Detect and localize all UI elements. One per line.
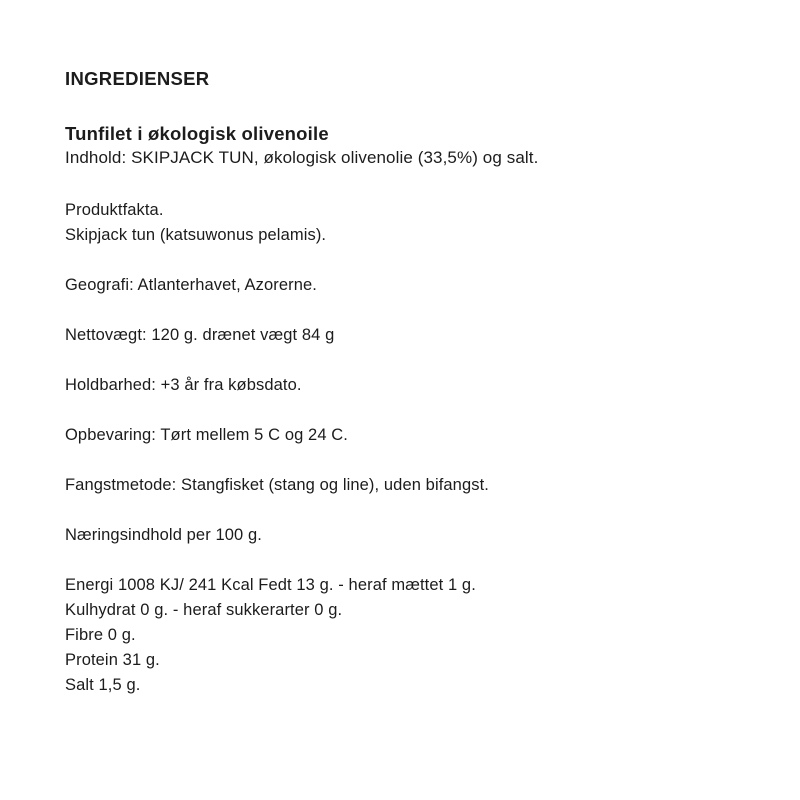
page-title: INGREDIENSER	[65, 68, 210, 89]
text-line: Nettovægt: 120 g. drænet vægt 84 g	[65, 326, 335, 344]
text-line: Fangstmetode: Stangfisket (stang og line), uden bifangst.	[65, 476, 489, 494]
section-naeringsindhold-vaerdier	[65, 573, 760, 698]
product-header	[65, 124, 760, 170]
text-line: Opbevaring: Tørt mellem 5 C og 24 C.	[65, 426, 348, 444]
page-content	[65, 0, 760, 698]
text-line: Energi 1008 KJ/ 241 Kcal Fedt 13 g. - heraf mættet 1 g.	[65, 576, 476, 594]
text-line: Protein 31 g.	[65, 651, 160, 669]
section-fangstmetode	[65, 473, 760, 498]
section-nettovaegt	[65, 323, 760, 348]
section-produktfakta	[65, 198, 760, 248]
product-name: Tunfilet i økologisk olivenoile	[65, 123, 329, 144]
text-line: Produktfakta.	[65, 201, 164, 219]
section-naeringsindhold-header	[65, 523, 760, 548]
text-line: Salt 1,5 g.	[65, 676, 141, 694]
product-contents: Indhold: SKIPJACK TUN, økologisk olivenolie (33,5%) og salt.	[65, 148, 539, 167]
product-details	[65, 198, 760, 698]
text-line: Holdbarhed: +3 år fra købsdato.	[65, 376, 302, 394]
section-opbevaring	[65, 423, 760, 448]
text-line: Næringsindhold per 100 g.	[65, 526, 262, 544]
section-geografi	[65, 273, 760, 298]
text-line: Kulhydrat 0 g. - heraf sukkerarter 0 g.	[65, 601, 343, 619]
section-holdbarhed	[65, 373, 760, 398]
text-line: Geografi: Atlanterhavet, Azorerne.	[65, 276, 317, 294]
text-line: Fibre 0 g.	[65, 626, 136, 644]
text-line: Skipjack tun (katsuwonus pelamis).	[65, 226, 327, 244]
